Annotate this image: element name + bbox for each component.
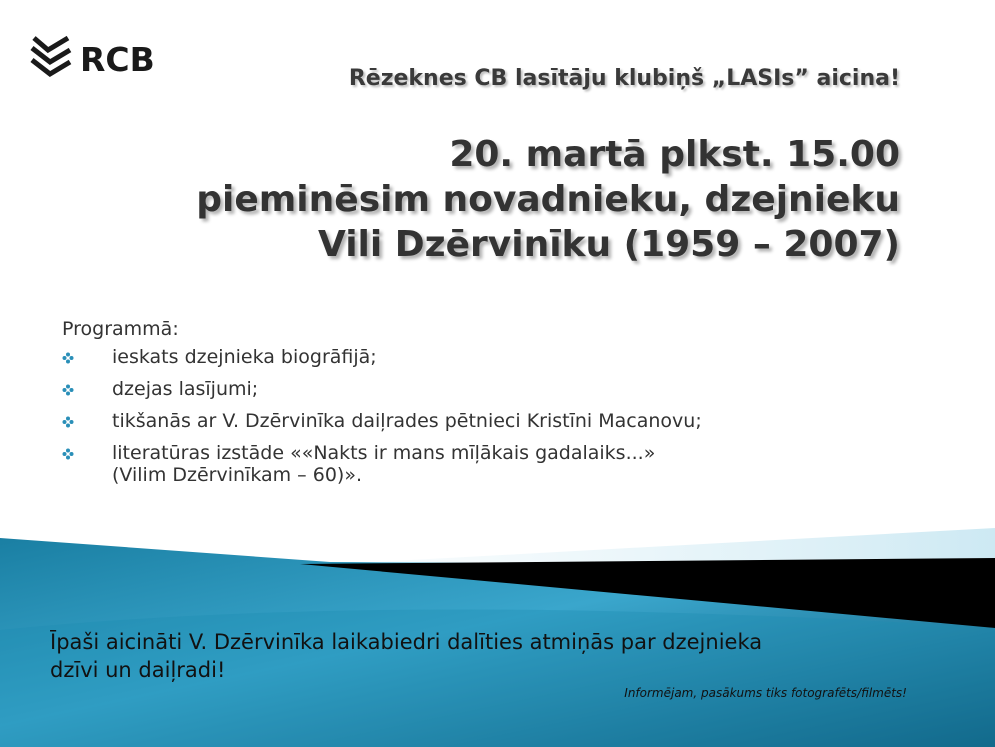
list-item-text: literatūras izstāde ««Nakts ir mans mīļākais gadalaiks...»	[112, 442, 656, 464]
diamond-bullet-icon	[62, 416, 74, 428]
invitation-line-1: Īpaši aicināti V. Dzērvinīka laikabiedri dalīties atmiņās par dzejnieka	[50, 630, 763, 654]
headline-line-2: pieminēsim novadnieku, dzejnieku	[196, 179, 900, 220]
headline-line-3: Vili Dzērvinīku (1959 – 2007)	[317, 224, 900, 265]
list-item	[62, 442, 702, 486]
headline	[196, 132, 900, 267]
logo-text: RCB	[80, 39, 155, 79]
program-list	[62, 346, 702, 486]
program-title: Programmā:	[62, 318, 179, 340]
list-item	[62, 378, 702, 400]
rcb-chevron-logo-icon	[28, 34, 74, 84]
filming-note: Informējam, pasākums tiks fotografēts/filmēts!	[624, 686, 907, 700]
program-section	[62, 318, 702, 496]
list-item-text: ieskats dzejnieka biogrāfijā;	[112, 346, 377, 368]
headline-line-1: 20. martā plkst. 15.00	[449, 134, 900, 175]
list-item	[62, 346, 702, 368]
list-item	[62, 410, 702, 432]
diamond-bullet-icon	[62, 352, 74, 364]
list-item-text: tikšanās ar V. Dzērvinīka daiļrades pētnieci Kristīni Macanovu;	[112, 410, 702, 432]
list-item-text: dzejas lasījumi;	[112, 378, 259, 400]
diamond-bullet-icon	[62, 448, 74, 460]
list-item-text-continued: (Vilim Dzērvinīkam – 60)».	[112, 464, 362, 486]
invitation-line-2: dzīvi un daiļradi!	[50, 658, 226, 682]
rcb-logo	[28, 34, 155, 84]
invitation-text	[50, 628, 910, 684]
subtitle: Rēzeknes CB lasītāju klubiņš „LASIs” aicina!	[348, 66, 900, 91]
diamond-bullet-icon	[62, 384, 74, 396]
